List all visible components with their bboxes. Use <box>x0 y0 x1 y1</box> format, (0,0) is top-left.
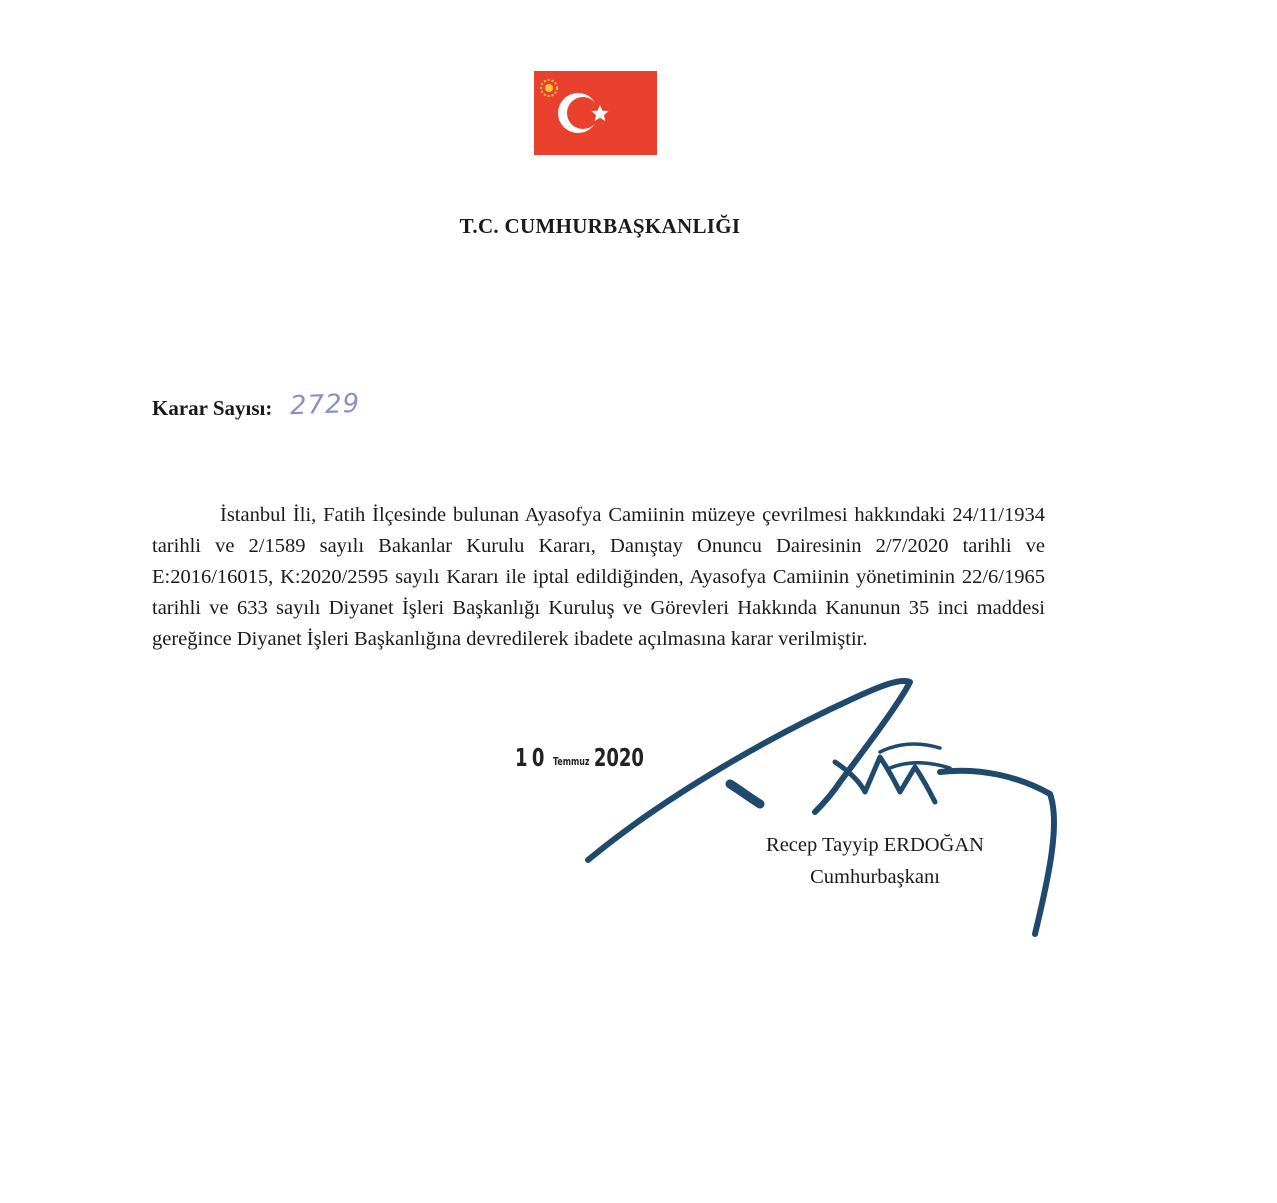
decision-number-handwritten: 2729 <box>289 388 361 422</box>
date-stamp-day: 10 <box>515 743 549 772</box>
seal-emblem-center <box>545 84 553 92</box>
flag-graphic <box>534 71 657 155</box>
issuer-heading-text: T.C. CUMHURBAŞKANLIĞI <box>459 214 741 238</box>
issuer-heading <box>0 214 1200 239</box>
turkish-flag-icon <box>534 71 657 155</box>
signer-title: Cumhurbaşkanı <box>810 866 940 888</box>
decision-number-label: Karar Sayısı: <box>152 396 273 420</box>
signer-name: Recep Tayyip ERDOĞAN <box>766 834 984 856</box>
decision-number-row <box>152 388 361 422</box>
handwritten-signature-icon <box>580 672 1070 942</box>
signature-accents-stroke <box>880 744 950 768</box>
decision-body-paragraph: İstanbul İli, Fatih İlçesinde bulunan Ayasofya Camiinin müzeye çevrilmesi hakkındaki 24/11/1934 tarihli ve 2/1589 sayılı Bakanlar Kurulu Kararı, Danıştay Onuncu Dairesinin 2/7/2020 tarihli ve E:2016/16015, K:2020/2595 sayılı Kararı ile iptal edildiğinden, Ayasofya Camiinin yönetiminin 22/6/1965 tarihli ve 633 sayılı Diyanet İşleri Başkanlığı Kuruluş ve Görevleri Hakkında Kanunun 35 inci maddesi gereğince Diyanet İşleri Başkanlığına devredilerek ibadete açılmasına karar verilmiştir. <box>152 504 1045 650</box>
signature-dash-stroke <box>730 784 760 804</box>
date-stamp-month: Temmuz <box>553 755 590 768</box>
date-stamp-year: 2020 <box>593 743 644 772</box>
